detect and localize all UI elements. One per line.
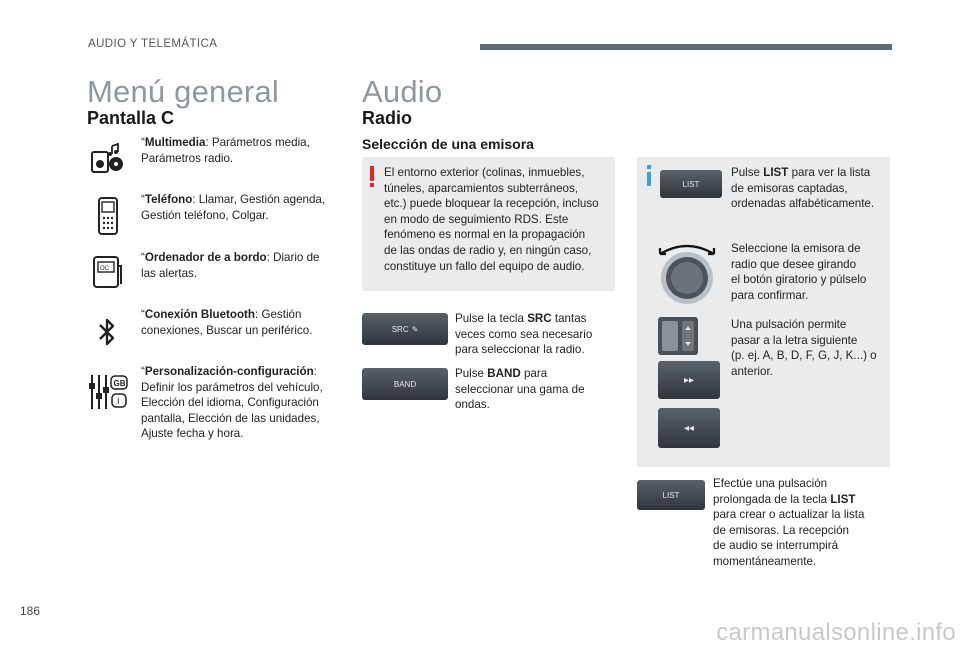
subtitle-pantalla: Pantalla C [87,108,175,128]
menu-item-telefono: “Teléfono: Llamar, Gestión agenda, Gestión teléfono, Colgar. [141,193,326,222]
page-number: 186 [20,604,41,618]
src-instruction: Pulse la tecla SRC tantas veces como sea necesario para seleccionar la radio. [455,312,593,357]
seek-forward-image: ▸▸ [658,361,720,399]
subtitle-radio: Radio [362,108,413,128]
rotary-knob-image [654,236,720,306]
band-key-image: BAND [362,368,448,400]
list-key-long-press-image: LIST [637,480,705,510]
trip-computer-icon [91,254,123,290]
bluetooth-icon [97,316,117,348]
svg-text:I: I [117,396,120,406]
section-header: AUDIO Y TELEMÁTICA [88,38,218,50]
list-instruction: Pulse LIST para ver la lista de emisoras captadas, ordenadas alfabéticamente. [731,166,875,211]
info-icon [644,165,654,187]
header-rule [480,44,892,50]
seek-backward-image: ◂◂ [658,408,720,448]
menu-item-ordenador: “Ordenador de a bordo: Diario de las alertas. [141,251,320,280]
heading-seleccion: Selección de una emisora [362,136,534,152]
svg-text:GB: GB [113,379,126,388]
phone-icon [96,196,120,236]
multimedia-icon [88,142,126,178]
src-key-image: SRC ✎ [362,313,448,345]
menu-item-multimedia: “Multimedia: Parámetros media, Parámetros radio. [141,136,310,165]
letter-instruction: Una pulsación permite pasar a la letra siguiente (p. ej. A, B, D, F, G, J, K...) o anterior. [731,318,877,378]
menu-item-bluetooth: “Conexión Bluetooth: Gestión conexiones, Buscar un periférico. [141,308,313,337]
list-long-press-instruction: Efectúe una pulsación prolongada de la tecla LIST para crear o actualizar la lista de emisoras. La recepción de audio se interrumpirá momentáneamente. [713,477,865,568]
warning-text: El entorno exterior (colinas, inmuebles, túneles, aparcamientos subterráneos, etc.) puede bloquear la recepción, incluso en modo de seguimiento RDS. Este fenómeno es normal en la propagación de las ondas de radio y, en ningún caso, constituye un fallo del equipo de audio. [384,166,599,273]
menu-item-personalizacion: “Personalización-configuración: Definir los parámetros del vehículo, Elección del idioma, Configuración pantalla, Elección de las unidades, Ajuste fecha y hora. [141,365,323,441]
settings-icon [87,373,129,411]
rocker-switch-image [658,317,698,355]
band-instruction: Pulse BAND para seleccionar una gama de ondas. [455,367,585,412]
page-title-menu: Menú general [87,74,279,109]
page-title-audio: Audio [362,74,443,109]
list-key-image: LIST [660,170,722,198]
watermark: carmanualsonline.info [716,619,956,646]
warning-icon [367,166,377,188]
svg-text:OC: OC [100,266,109,272]
knob-instruction: Seleccione la emisora de radio que desee girando el botón giratorio y púlselo para confirmar. [731,242,867,302]
